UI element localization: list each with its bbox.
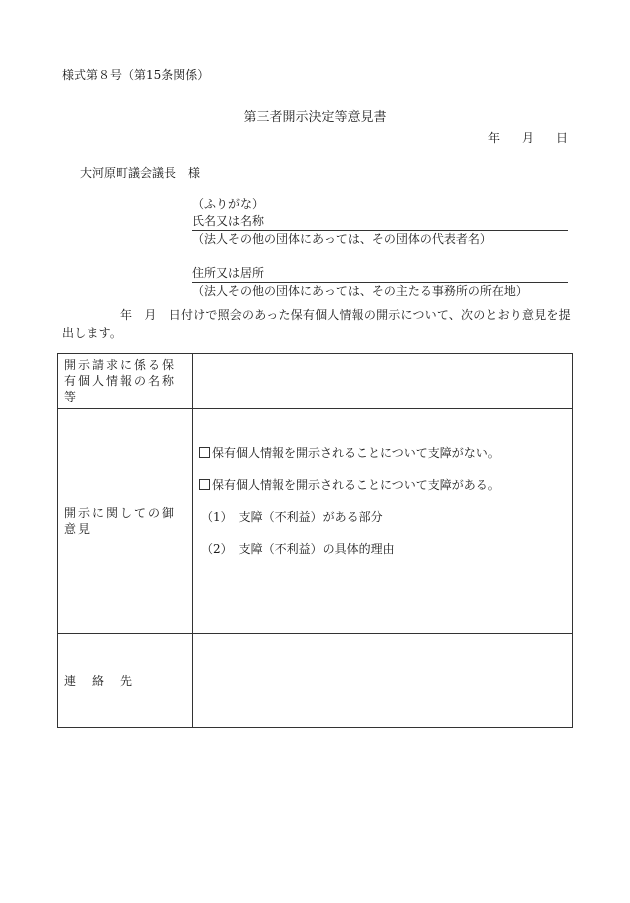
name-note: （法人その他の団体にあっては、その団体の代表者名） — [192, 232, 492, 246]
sub-item-specific-reason: （2） 支障（不利益）の具体的理由 — [201, 542, 395, 556]
furigana-label: （ふりがな） — [192, 197, 265, 211]
contact-field[interactable] — [193, 634, 573, 728]
date-day: 日 — [556, 131, 569, 145]
address-note: （法人その他の団体にあっては、その主たる事務所の所在地） — [192, 284, 528, 298]
option-no-objection-text: 保有個人情報を開示されることについて支障がない。 — [212, 446, 500, 460]
form-number: 様式第８号（第15条関係） — [62, 68, 210, 82]
option-objection[interactable] — [199, 469, 572, 501]
checkbox-icon[interactable] — [199, 447, 210, 458]
info-name-label: 開示請求に係る保有個人情報の名称等 — [58, 354, 193, 409]
body-text: 年 月 日付けで照会のあった保有個人情報の開示について、次のとおり意見を提出します。 — [62, 308, 571, 340]
opinion-label: 開示に関しての御意見 — [58, 409, 193, 634]
addressee: 大河原町議会議長 様 — [80, 166, 201, 180]
name-field[interactable] — [192, 213, 568, 231]
opinion-field[interactable] — [193, 409, 573, 634]
document-title: 第三者開示決定等意見書 — [243, 110, 387, 125]
info-name-field[interactable] — [193, 354, 573, 409]
address-field[interactable] — [192, 265, 568, 283]
requester-block — [192, 196, 568, 300]
option-objection-text: 保有個人情報を開示されることについて支障がある。 — [212, 478, 500, 492]
sub-item-affected-part: （1） 支障（不利益）がある部分 — [201, 510, 383, 524]
option-no-objection[interactable] — [199, 437, 572, 469]
opinion-form-table — [57, 353, 573, 728]
name-label: 氏名又は名称 — [192, 214, 265, 228]
date-month: 月 — [522, 131, 535, 145]
checkbox-icon[interactable] — [199, 479, 210, 490]
date-year: 年 — [488, 131, 501, 145]
address-label: 住所又は居所 — [192, 266, 265, 280]
contact-label: 連 絡 先 — [58, 634, 193, 728]
date-line — [488, 129, 568, 146]
